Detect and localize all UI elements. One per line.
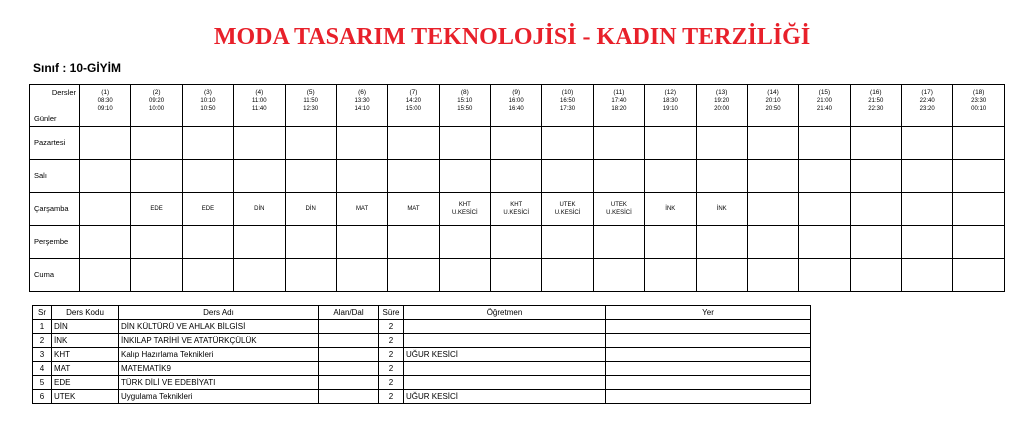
schedule-cell [747,259,798,292]
lesson-text: MAT [355,206,369,212]
course-name: Uygulama Teknikleri [119,390,319,404]
class-label: Sınıf : 10-GİYİM [33,61,122,75]
course-teacher: UĞUR KESİCİ [404,390,606,404]
schedule-cell [850,160,901,193]
schedule-cell [645,160,696,193]
schedule-cell [850,226,901,259]
schedule-cell [80,160,131,193]
lesson-text: EDE [201,206,215,212]
day-name: Perşembe [30,226,80,259]
period-end: 20:50 [765,106,781,112]
schedule-cell [902,259,953,292]
lesson-text: KHT [458,202,471,208]
schedule-cell [542,259,593,292]
schedule-cell [902,160,953,193]
weekly-schedule-table [29,84,1005,292]
course-hours: 2 [379,334,404,348]
schedule-cell [285,127,336,160]
schedule-cell [388,259,439,292]
schedule-cell [439,160,490,193]
course-table-header [33,306,811,320]
period-end: 20:00 [714,106,730,112]
period-end: 22:30 [868,106,884,112]
period-header [645,85,696,127]
schedule-cell [747,193,798,226]
schedule-cell [285,259,336,292]
day-name: Pazartesi [30,127,80,160]
schedule-cell [645,193,696,226]
schedule-cell [593,259,644,292]
schedule-cell [542,226,593,259]
schedule-corner [30,85,80,127]
schedule-cell [182,160,233,193]
course-sr: 4 [33,362,52,376]
course-sr: 2 [33,334,52,348]
course-hours: 2 [379,320,404,334]
schedule-cell [131,193,182,226]
lesson-text: UTEK [610,202,627,208]
period-start: 08:30 [97,98,113,104]
schedule-cell [902,127,953,160]
course-place [606,320,811,334]
day-name: Çarşamba [30,193,80,226]
course-code: EDE [52,376,119,390]
period-number: (6) [358,89,367,96]
schedule-cell [850,127,901,160]
schedule-cell [593,193,644,226]
course-sr: 3 [33,348,52,362]
schedule-cell [234,226,285,259]
schedule-cell [131,259,182,292]
schedule-cell [953,127,1005,160]
course-sr: 5 [33,376,52,390]
schedule-cell [645,259,696,292]
period-header [388,85,439,127]
schedule-cell [131,127,182,160]
period-end: 15:00 [405,106,421,112]
schedule-cell [747,226,798,259]
schedule-cell [234,160,285,193]
period-start: 11:00 [252,98,267,104]
schedule-cell [80,193,131,226]
course-code: DİN [52,320,119,334]
course-row [33,390,811,404]
period-header [336,85,387,127]
schedule-cell [285,160,336,193]
schedule-cell [336,259,387,292]
schedule-cell [799,193,850,226]
period-number: (11) [613,89,625,96]
period-header [850,85,901,127]
day-name: Salı [30,160,80,193]
course-teacher: UĞUR KESİCİ [404,348,606,362]
course-place [606,390,811,404]
period-number: (7) [409,89,418,96]
schedule-cell [696,226,747,259]
schedule-cell [902,193,953,226]
period-number: (12) [664,89,677,96]
course-name: MATEMATİK9 [119,362,319,376]
schedule-cell [696,193,747,226]
schedule-cell [902,226,953,259]
course-code: KHT [52,348,119,362]
schedule-cell [850,259,901,292]
header-place: Yer [606,306,811,320]
period-start: 09:20 [149,98,165,104]
period-start: 22:40 [919,98,935,104]
lesson-text: U.KESİCİ [554,210,581,216]
schedule-cell [182,226,233,259]
schedule-cell [953,259,1005,292]
period-end: 16:40 [508,106,524,112]
schedule-cell [542,127,593,160]
period-start: 21:00 [816,98,832,104]
schedule-cell [182,127,233,160]
period-start: 11:50 [303,98,318,104]
period-start: 13:30 [354,98,370,104]
period-header [80,85,131,127]
schedule-cell [799,127,850,160]
period-header [542,85,593,127]
period-start: 15:10 [457,98,473,104]
course-name: Kalıp Hazırlama Teknikleri [119,348,319,362]
period-header [799,85,850,127]
schedule-cell [234,193,285,226]
period-end: 14:10 [354,106,370,112]
schedule-cell [491,160,542,193]
period-start: 16:50 [560,98,576,104]
schedule-cell [439,193,490,226]
period-number: (18) [972,89,985,96]
schedule-cell [645,127,696,160]
schedule-cell [439,127,490,160]
header-name: Ders Adı [119,306,319,320]
corner-days-label: Günler [34,114,57,123]
schedule-cell [285,226,336,259]
schedule-cell [234,127,285,160]
lesson-text: U.KESİCİ [503,210,530,216]
lesson-text: KHT [510,202,523,208]
schedule-header-row [30,85,1005,127]
course-name: DİN KÜLTÜRÜ VE AHLAK BİLGİSİ [119,320,319,334]
period-header [234,85,285,127]
course-row [33,362,811,376]
period-end: 10:00 [149,106,165,112]
lesson-text: İNK [716,206,727,212]
course-row [33,348,811,362]
period-number: (1) [101,89,110,96]
period-start: 16:00 [508,98,524,104]
course-row [33,376,811,390]
schedule-cell [850,193,901,226]
period-start: 23:30 [971,98,987,104]
schedule-cell [491,127,542,160]
header-hours: Süre [379,306,404,320]
period-header [182,85,233,127]
schedule-cell [747,127,798,160]
schedule-cell [439,259,490,292]
period-number: (5) [306,89,315,96]
schedule-cell [388,160,439,193]
course-row [33,320,811,334]
period-end: 19:10 [662,106,678,112]
period-end: 09:10 [97,106,113,112]
header-sr: Sr [33,306,52,320]
period-end: 10:50 [200,106,216,112]
period-header [285,85,336,127]
schedule-cell [80,127,131,160]
period-end: 18:20 [611,106,627,112]
schedule-cell [182,193,233,226]
period-end: 00:10 [971,106,987,112]
course-hours: 2 [379,362,404,376]
header-area: Alan/Dal [319,306,379,320]
schedule-cell [491,193,542,226]
lesson-text: MAT [407,206,420,212]
course-place [606,348,811,362]
period-start: 14:20 [405,98,421,104]
period-end: 23:20 [919,106,935,112]
schedule-cell [953,193,1005,226]
period-number: (3) [203,89,212,96]
schedule-cell [696,259,747,292]
period-number: (14) [767,89,779,96]
schedule-cell [336,193,387,226]
schedule-cell [953,160,1005,193]
header-code: Ders Kodu [52,306,119,320]
period-start: 19:20 [714,98,730,104]
schedule-cell [799,259,850,292]
course-hours: 2 [379,348,404,362]
course-teacher [404,376,606,390]
course-code: UTEK [52,390,119,404]
schedule-cell [491,259,542,292]
schedule-cell [234,259,285,292]
course-code: İNK [52,334,119,348]
schedule-cell [336,160,387,193]
course-area [319,390,379,404]
period-header [747,85,798,127]
period-end: 17:30 [560,106,576,112]
schedule-cell [131,160,182,193]
schedule-cell [593,127,644,160]
period-start: 21:50 [868,98,884,104]
schedule-cell [491,226,542,259]
schedule-cell [131,226,182,259]
course-place [606,376,811,390]
period-header [593,85,644,127]
period-end: 21:40 [816,106,832,112]
period-start: 18:30 [662,98,678,104]
period-header [902,85,953,127]
lesson-text: UTEK [559,202,576,208]
schedule-cell [747,160,798,193]
course-place [606,362,811,376]
course-name: TÜRK DİLİ VE EDEBİYATI [119,376,319,390]
course-place [606,334,811,348]
course-name: İNKILAP TARİHİ VE ATATÜRKÇÜLÜK [119,334,319,348]
schedule-row [30,226,1005,259]
lesson-text: İNK [665,206,676,212]
period-number: (17) [921,89,933,96]
lesson-text: U.KESİCİ [606,210,632,216]
course-hours: 2 [379,390,404,404]
lesson-text: DİN [254,206,265,212]
schedule-cell [593,160,644,193]
period-start: 17:40 [611,98,627,104]
course-row [33,334,811,348]
lesson-text: EDE [150,206,163,212]
schedule-cell [593,226,644,259]
period-number: (13) [715,89,728,96]
period-number: (2) [152,89,161,96]
period-number: (10) [561,89,574,96]
schedule-cell [542,193,593,226]
schedule-cell [645,226,696,259]
period-end: 12:30 [303,106,319,112]
schedule-cell [388,226,439,259]
lesson-text: U.KESİCİ [451,210,478,216]
schedule-cell [799,226,850,259]
schedule-cell [696,160,747,193]
period-header [953,85,1005,127]
period-number: (9) [512,89,521,96]
schedule-cell [182,259,233,292]
period-header [491,85,542,127]
period-end: 11:40 [252,106,267,112]
course-area [319,320,379,334]
schedule-cell [953,226,1005,259]
course-hours: 2 [379,376,404,390]
period-number: (16) [870,89,882,96]
day-name: Cuma [30,259,80,292]
schedule-cell [336,127,387,160]
schedule-cell [542,160,593,193]
course-list-table [32,305,811,404]
page-title: MODA TASARIM TEKNOLOJİSİ - KADIN TERZİLİĞİ [213,24,811,50]
course-teacher [404,334,606,348]
course-area [319,362,379,376]
course-area [319,376,379,390]
course-sr: 6 [33,390,52,404]
header-teacher: Öğretmen [404,306,606,320]
period-start: 10:10 [200,98,216,104]
schedule-cell [336,226,387,259]
period-start: 20:10 [765,98,781,104]
schedule-cell [80,226,131,259]
course-area [319,334,379,348]
schedule-cell [388,193,439,226]
course-area [319,348,379,362]
schedule-cell [696,127,747,160]
course-teacher [404,320,606,334]
schedule-row [30,127,1005,160]
lesson-text: DİN [305,206,316,212]
schedule-cell [439,226,490,259]
course-teacher [404,362,606,376]
course-code: MAT [52,362,119,376]
period-end: 15:50 [457,106,473,112]
schedule-cell [388,127,439,160]
period-header [439,85,490,127]
schedule-cell [799,160,850,193]
schedule-row [30,193,1005,226]
period-number: (4) [255,89,264,96]
schedule-cell [285,193,336,226]
period-header [131,85,182,127]
course-sr: 1 [33,320,52,334]
period-number: (15) [818,89,831,96]
schedule-row [30,259,1005,292]
period-header [696,85,747,127]
corner-periods-label: Dersler [51,88,76,97]
schedule-cell [80,259,131,292]
schedule-row [30,160,1005,193]
period-number: (8) [460,89,469,96]
